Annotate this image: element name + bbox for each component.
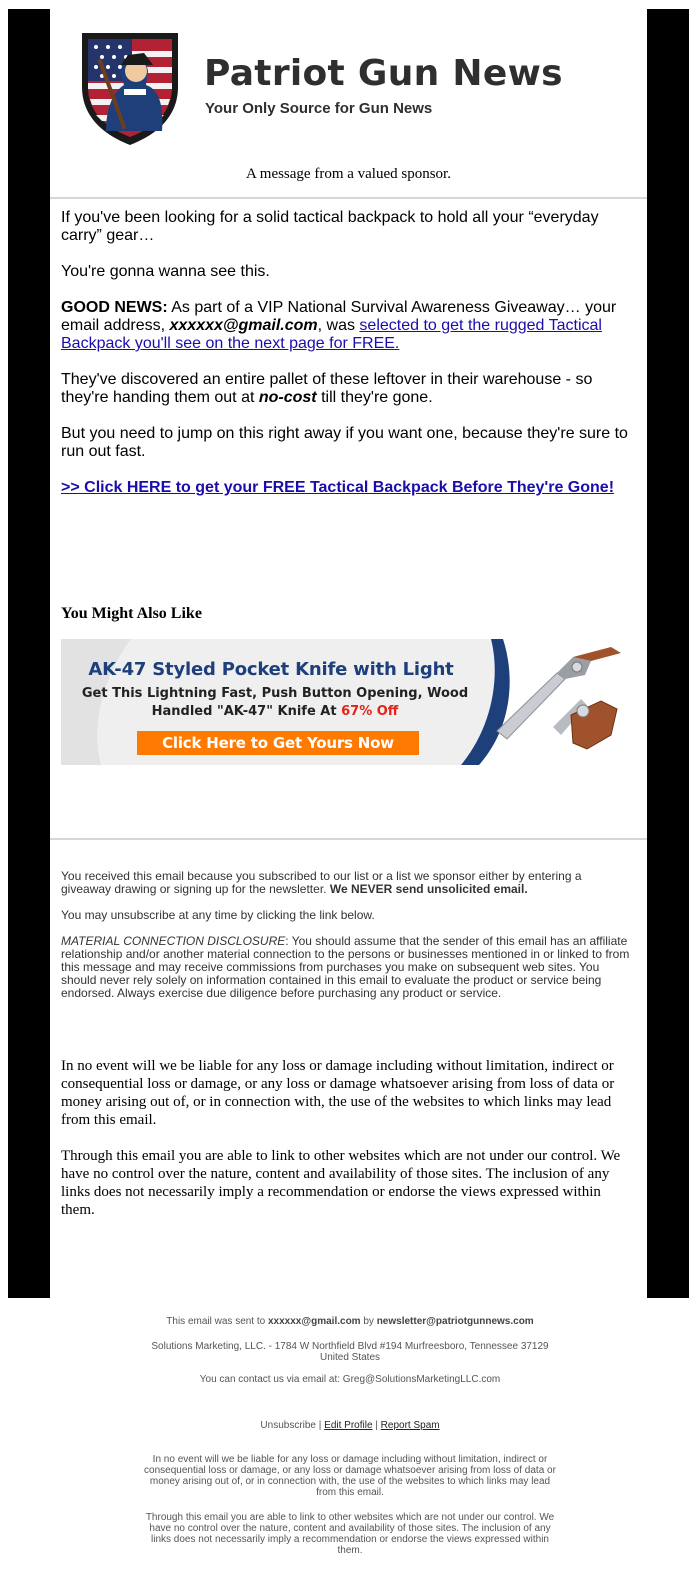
sender-email: newsletter@patriotgunnews.com xyxy=(376,1316,534,1327)
disclosure-label: MATERIAL CONNECTION DISCLOSURE xyxy=(61,934,286,948)
legal-text xyxy=(61,1057,635,1237)
sponsor-note: A message from a valued sponsor. xyxy=(246,166,451,182)
disclosure-text: : You should assume that the sender of this email has an affiliate relationship and/or another material connection to the persons or businesses mentioned in or linked to from this message and may receive commissions from purchases you make on subsequent web sites. You should never rely solely on information contained in this email to evaluate the product or service being endorsed. Always exercise due diligence before purchasing any product or service. xyxy=(61,934,630,1000)
divider xyxy=(50,838,647,840)
unsubscribe-notice: You may unsubscribe at any time by clicking the link below. xyxy=(61,908,375,922)
fine-print xyxy=(61,870,631,1013)
pallet-paragraph xyxy=(61,371,631,407)
footer-liability: In no event will we be liable for any loss or damage including without limitation, indirect or consequential loss or damage, or any loss or damage whatsoever arising from loss of data or money arising out of, or in connection with, the use of the websites to which links may lead from this email. xyxy=(144,1454,556,1498)
banner-title: AK-47 Styled Pocket Knife with Light xyxy=(88,659,454,680)
external-links-paragraph: Through this email you are able to link to other websites which are not under our control. We have no control over the nature, content and availability of those sites. The inclusion of any links does not necessarily imply a recommendation or endorse the views expressed within them. xyxy=(61,1148,621,1218)
email-header xyxy=(50,9,647,197)
patriot-shield-logo-icon xyxy=(76,27,184,147)
intro-paragraph: If you've been looking for a solid tactical backpack to hold all your “everyday carry” gear… xyxy=(61,209,599,244)
brand-title: Patriot Gun News xyxy=(204,53,563,94)
edit-profile-link[interactable]: Edit Profile xyxy=(324,1420,373,1431)
no-cost-emphasis: no-cost xyxy=(258,389,317,406)
knife-image-icon xyxy=(461,639,635,765)
link-separator: | xyxy=(372,1420,381,1431)
discount-percent: 67% Off xyxy=(341,704,399,719)
selected-backpack-link[interactable]: selected to get the rugged Tactical Backpack you'll see on the next page for FREE. xyxy=(61,317,602,352)
sent-to-text: This email was sent to xyxy=(166,1316,268,1327)
good-news-text-2: , was xyxy=(317,317,360,334)
banner-subtitle xyxy=(75,685,475,721)
sent-to-email: xxxxxx@gmail.com xyxy=(268,1316,361,1327)
get-yours-button[interactable]: Click Here to Get Yours Now xyxy=(137,731,419,755)
brand-tagline: Your Only Source for Gun News xyxy=(205,100,433,117)
sent-by-text: by xyxy=(360,1316,377,1327)
good-news-text: As part of a VIP National Survival Awareness Giveaway… your email address, xyxy=(61,299,617,334)
email-body xyxy=(61,209,631,515)
banner-copy xyxy=(61,639,481,765)
no-spam-notice: We NEVER send unsolicited email. xyxy=(329,882,528,896)
link-separator: | xyxy=(316,1420,325,1431)
liability-paragraph: In no event will we be liable for any loss or damage including without limitation, indirect or consequential loss or damage, or any loss or damage whatsoever arising from loss of data or money arising out of, or in connection with, the use of the websites to which links may lead from this email. xyxy=(61,1058,615,1128)
good-news-paragraph xyxy=(61,299,631,353)
unsubscribe-link[interactable]: Unsubscribe xyxy=(260,1420,316,1431)
footer-links xyxy=(140,1420,560,1431)
teaser-paragraph: You're gonna wanna see this. xyxy=(61,263,270,280)
subscription-notice xyxy=(61,870,631,896)
banner-subtitle-text: Get This Lightning Fast, Push Button Opening, Wood Handled "AK-47" Knife At xyxy=(81,686,469,719)
knife-promo-banner[interactable] xyxy=(61,639,635,765)
material-disclosure xyxy=(61,935,631,1000)
subscription-text: You received this email because you subscribed to our list or a list we sponsor either by entering a giveaway drawing or signing up for the newsletter. xyxy=(61,869,582,896)
email-card xyxy=(50,9,647,1298)
sent-to-line xyxy=(140,1316,560,1327)
pallet-text: They've discovered an entire pallet of these leftover in their warehouse - so they're handing them out at xyxy=(61,371,593,406)
urgency-paragraph: But you need to jump on this right away if you want one, because they're sure to run out fast. xyxy=(61,425,628,460)
also-like-heading: You Might Also Like xyxy=(61,605,202,622)
footer-external-links: Through this email you are able to link to other websites which are not under our control. We have no control over the nature, content and availability of those sites. The inclusion of any links does not necessarily imply a recommendation or endorse the views expressed within them. xyxy=(145,1512,555,1556)
report-spam-link[interactable]: Report Spam xyxy=(380,1420,440,1431)
recipient-email: xxxxxx@gmail.com xyxy=(169,317,318,334)
free-backpack-cta-link[interactable]: >> Click HERE to get your FREE Tactical Backpack Before They're Gone! xyxy=(61,479,615,496)
pallet-text-2: till they're gone. xyxy=(316,389,433,406)
company-address: Solutions Marketing, LLC. - 1784 W Northfield Blvd #194 Murfreesboro, Tennessee 37129 United States xyxy=(151,1341,549,1363)
divider xyxy=(50,197,647,199)
contact-line: You can contact us via email at: Greg@SolutionsMarketingLLC.com xyxy=(199,1374,501,1385)
good-news-label: GOOD NEWS: xyxy=(61,299,168,316)
